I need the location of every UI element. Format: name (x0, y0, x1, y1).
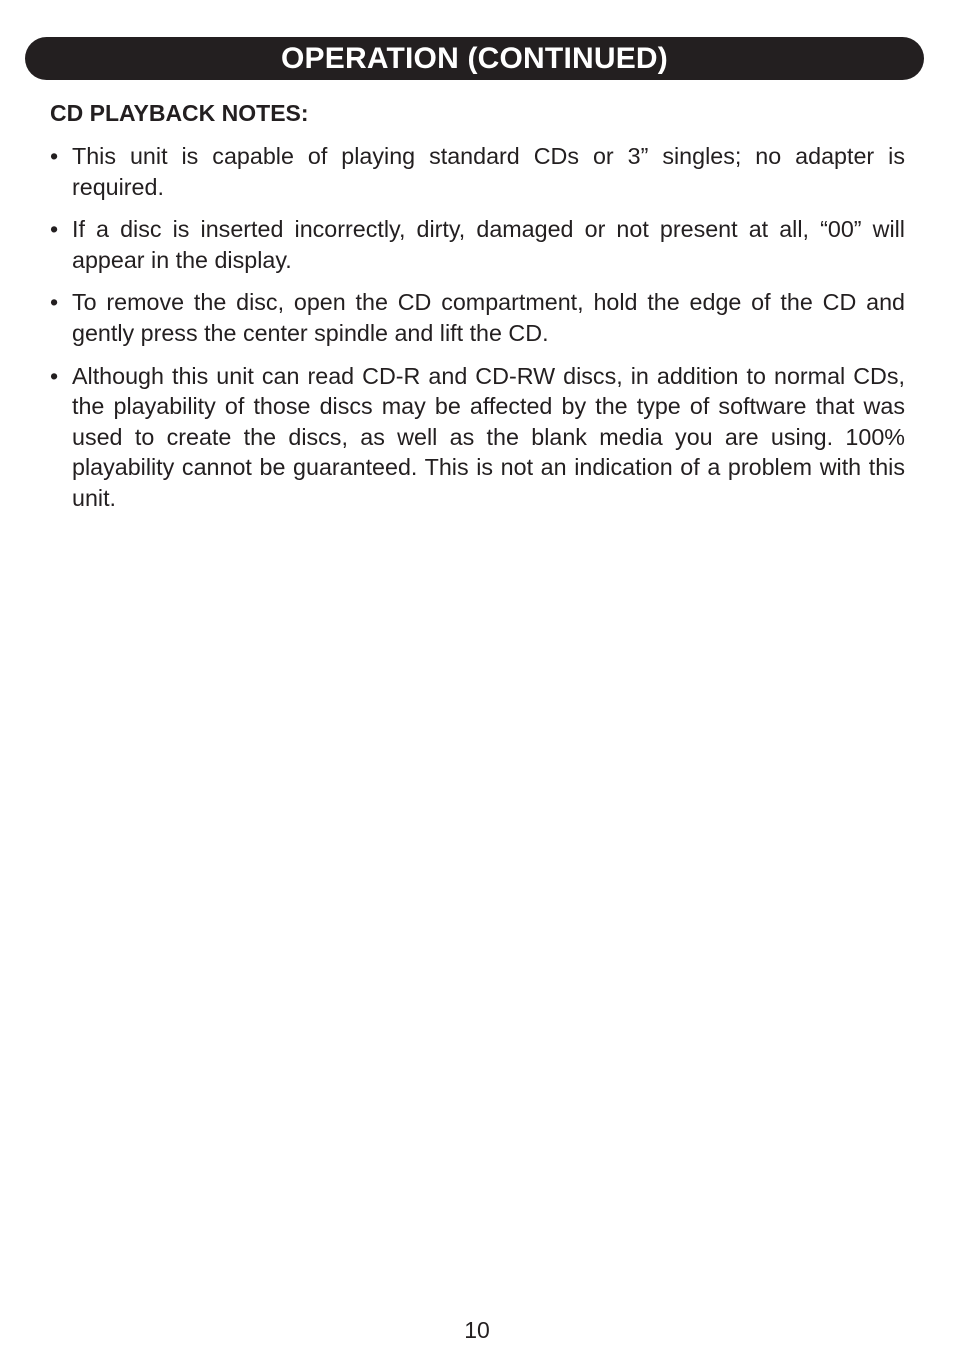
list-item (50, 214, 905, 275)
note-text: Although this unit can read CD-R and CD-RW discs, in addition to normal CDs, the playability of those discs may be affected by the type of software that was used to create the discs, as well as the blank media you are using. 100% playability cannot be guaranteed. This is not an indication of a problem with this unit. (72, 362, 905, 511)
page-number: 10 (464, 1317, 490, 1343)
section-header-bar (25, 37, 924, 80)
section-heading: CD PLAYBACK NOTES: (50, 100, 309, 126)
list-item (50, 141, 905, 202)
note-text: To remove the disc, open the CD compartment, hold the edge of the CD and gently press the center spindle and lift the CD. (72, 289, 905, 346)
note-text: This unit is capable of playing standard CDs or 3” singles; no adapter is required. (72, 143, 905, 200)
note-text: If a disc is inserted incorrectly, dirty, damaged or not present at all, “00” will appear in the display. (72, 216, 905, 273)
bullet-icon: • (50, 362, 59, 389)
list-item (50, 287, 905, 348)
bullet-icon: • (50, 289, 59, 316)
notes-list (50, 141, 905, 526)
bullet-icon: • (50, 216, 59, 243)
bullet-icon: • (50, 143, 59, 169)
page-title: OPERATION (CONTINUED) (281, 42, 668, 75)
list-item (50, 361, 905, 514)
